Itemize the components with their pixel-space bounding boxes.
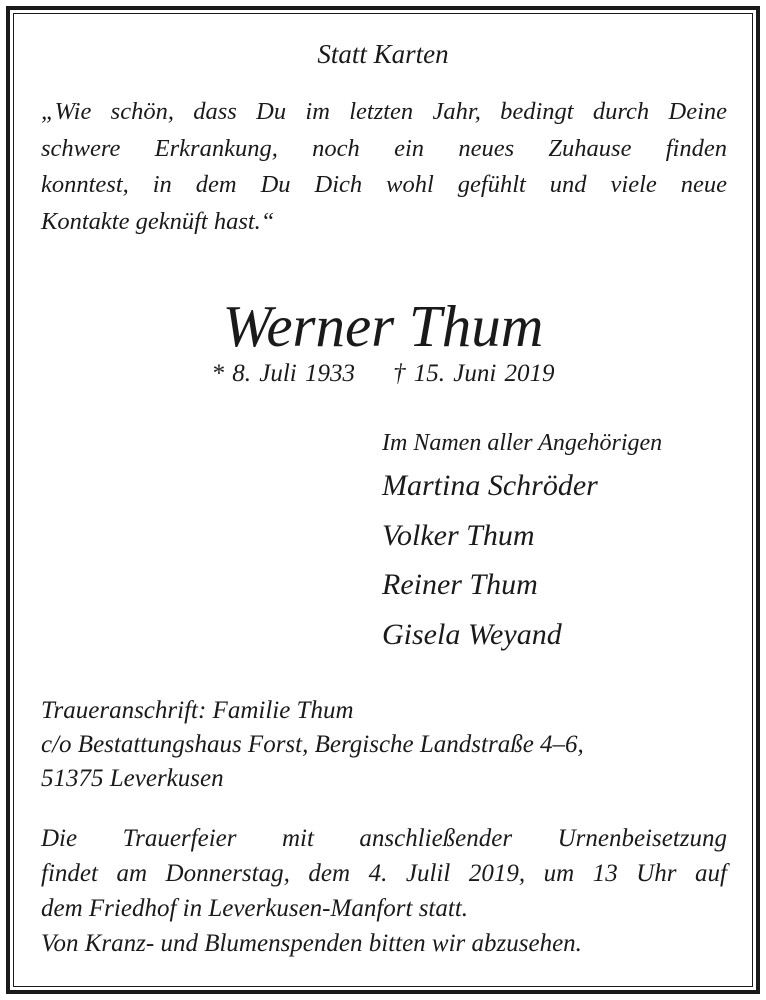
- ceremony-line: Die Trauerfeier mit anschließender Urnenbeisetzung: [41, 825, 727, 852]
- notice-heading: Statt Karten: [317, 39, 449, 69]
- family-member: Volker Thum: [382, 518, 535, 552]
- quote-line: Kontakte geknüft hast.“: [41, 207, 275, 235]
- quote-line: „Wie schön, dass Du im letzten Jahr, bedingt durch Deine: [41, 98, 727, 125]
- family-intro: Im Namen aller Angehörigen: [382, 430, 663, 456]
- deceased-name: Werner Thum: [222, 293, 544, 359]
- family-member: Gisela Weyand: [382, 617, 562, 651]
- ceremony-line: findet am Donnerstag, dem 4. Julil 2019, um 13 Uhr auf: [41, 860, 727, 887]
- family-member: Martina Schröder: [382, 469, 598, 502]
- quote-line: konntest, in dem Du Dich wohl gefühlt und viele neue: [41, 171, 727, 198]
- family-member: Reiner Thum: [382, 568, 538, 601]
- address-line: Traueranschrift: Familie Thum: [41, 697, 354, 724]
- ceremony-line: dem Friedhof in Leverkusen-Manfort statt.: [41, 895, 469, 922]
- quote-line: schwere Erkrankung, noch ein neues Zuhause finden: [41, 134, 727, 162]
- life-dates: [0, 357, 766, 391]
- birth-date: * 8. Juli 1933: [211, 360, 355, 387]
- bereaved-family: [382, 425, 742, 659]
- ceremony-line: Von Kranz- und Blumenspenden bitten wir abzusehen.: [41, 930, 582, 957]
- memorial-quote: [41, 94, 727, 240]
- address-line: 51375 Leverkusen: [41, 765, 224, 792]
- address-line: c/o Bestattungshaus Forst, Bergische Landstraße 4–6,: [41, 731, 584, 758]
- ceremony-details: [41, 821, 727, 961]
- mourning-address: [41, 694, 741, 796]
- death-date: † 15. Juni 2019: [392, 360, 555, 387]
